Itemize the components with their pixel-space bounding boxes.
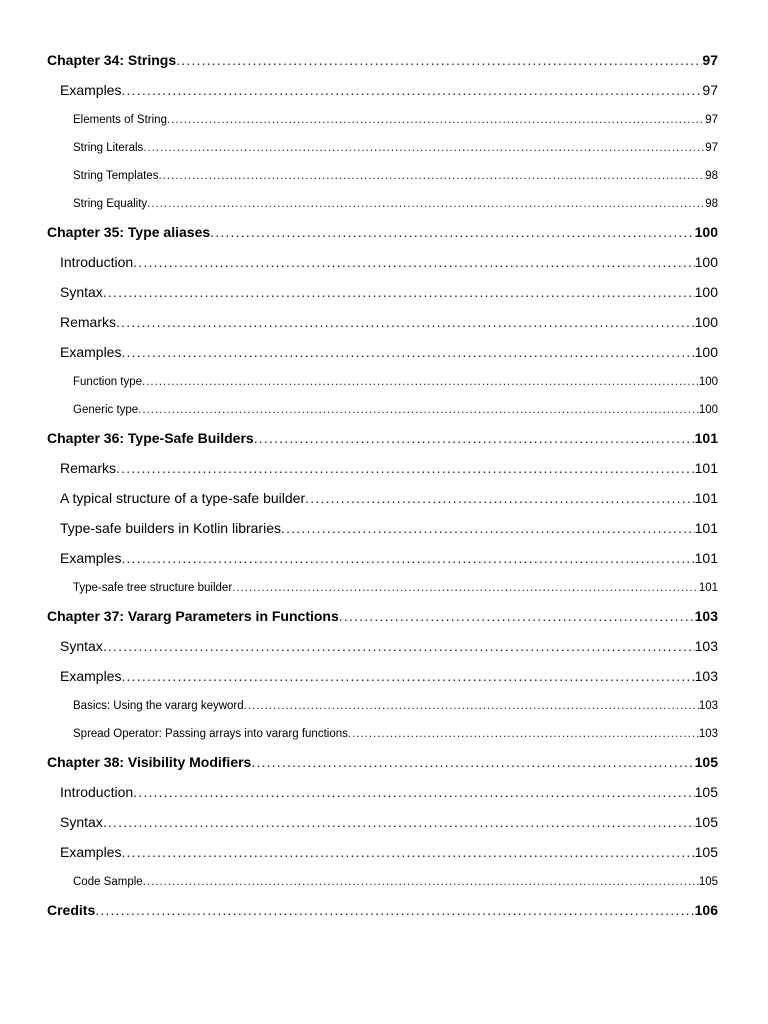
toc-chapter-entry[interactable] <box>47 602 718 632</box>
toc-dot-leader <box>103 808 695 836</box>
toc-page-number: 105 <box>694 814 718 830</box>
toc-entry-title: Type-safe builders in Kotlin libraries <box>60 520 281 536</box>
toc-subsection-entry[interactable] <box>47 134 718 162</box>
toc-page-number: 105 <box>694 754 718 770</box>
toc-entry-title: Chapter 37: Vararg Parameters in Functions <box>47 608 339 624</box>
toc-subsection-entry[interactable] <box>47 162 718 190</box>
toc-entry-title: Spread Operator: Passing arrays into vararg functions <box>73 728 348 740</box>
toc-page-number: 103 <box>694 608 718 624</box>
toc-entry-title: Chapter 36: Type-Safe Builders <box>47 430 254 446</box>
toc-entry-title: Generic type <box>73 404 139 416</box>
toc-page-number: 103 <box>694 668 718 684</box>
table-of-contents <box>47 46 718 926</box>
toc-page-number: 105 <box>694 844 718 860</box>
toc-entry-title: A typical structure of a type-safe builder <box>60 490 306 506</box>
toc-page-number: 101 <box>694 460 718 476</box>
toc-entry-title: Chapter 38: Visibility Modifiers <box>47 754 252 770</box>
toc-dot-leader <box>121 544 694 572</box>
toc-section-entry[interactable] <box>47 308 718 338</box>
toc-dot-leader <box>348 720 699 748</box>
toc-section-entry[interactable] <box>47 838 718 868</box>
toc-entry-title: Chapter 35: Type aliases <box>47 224 211 240</box>
toc-subsection-entry[interactable] <box>47 720 718 748</box>
toc-dot-leader <box>254 424 695 452</box>
toc-dot-leader <box>103 632 695 660</box>
toc-chapter-entry[interactable] <box>47 424 718 454</box>
toc-section-entry[interactable] <box>47 632 718 662</box>
toc-section-entry[interactable] <box>47 778 718 808</box>
toc-page-number: 97 <box>702 52 718 68</box>
toc-page-number: 100 <box>694 314 718 330</box>
toc-entry-title: String Templates <box>73 170 159 182</box>
toc-page-number: 101 <box>694 520 718 536</box>
toc-dot-leader <box>121 76 702 104</box>
toc-chapter-entry[interactable] <box>47 46 718 76</box>
toc-page-number: 101 <box>694 490 718 506</box>
toc-page-number: 106 <box>694 902 718 918</box>
toc-dot-leader <box>121 838 694 866</box>
toc-dot-leader <box>121 662 694 690</box>
toc-chapter-entry[interactable] <box>47 218 718 248</box>
toc-dot-leader <box>210 218 694 246</box>
toc-entry-title: Examples <box>60 82 122 98</box>
toc-section-entry[interactable] <box>47 454 718 484</box>
toc-page-number: 100 <box>698 404 718 416</box>
toc-dot-leader <box>339 602 695 630</box>
toc-dot-leader <box>95 896 694 924</box>
toc-entry-title: Syntax <box>60 814 103 830</box>
toc-subsection-entry[interactable] <box>47 368 718 396</box>
toc-page-number: 98 <box>705 170 718 182</box>
toc-page-number: 101 <box>694 430 718 446</box>
toc-dot-leader <box>176 46 702 74</box>
toc-section-entry[interactable] <box>47 338 718 368</box>
toc-section-entry[interactable] <box>47 76 718 106</box>
toc-dot-leader <box>244 692 699 720</box>
toc-page-number: 97 <box>705 142 718 154</box>
toc-entry-title: Syntax <box>60 638 103 654</box>
toc-dot-leader <box>121 338 694 366</box>
toc-dot-leader <box>281 514 695 542</box>
toc-entry-title: Introduction <box>60 784 134 800</box>
toc-chapter-entry[interactable] <box>47 748 718 778</box>
toc-page-number: 101 <box>694 550 718 566</box>
toc-dot-leader <box>133 778 694 806</box>
toc-entry-title: Basics: Using the vararg keyword <box>73 700 244 712</box>
toc-page-number: 100 <box>698 376 718 388</box>
toc-section-entry[interactable] <box>47 808 718 838</box>
toc-entry-title: Examples <box>60 668 122 684</box>
toc-page-number: 100 <box>694 224 718 240</box>
toc-subsection-entry[interactable] <box>47 868 718 896</box>
toc-subsection-entry[interactable] <box>47 396 718 424</box>
toc-dot-leader <box>138 396 699 424</box>
toc-entry-title: Remarks <box>60 314 117 330</box>
toc-entry-title: Examples <box>60 344 122 360</box>
toc-chapter-entry[interactable] <box>47 896 718 926</box>
toc-entry-title: String Equality <box>73 198 148 210</box>
toc-dot-leader <box>116 454 695 482</box>
toc-entry-title: Type-safe tree structure builder <box>73 582 233 594</box>
toc-entry-title: Chapter 34: Strings <box>47 52 177 68</box>
toc-dot-leader <box>305 484 695 512</box>
toc-subsection-entry[interactable] <box>47 190 718 218</box>
toc-page-number: 101 <box>698 582 718 594</box>
toc-page-number: 97 <box>702 82 718 98</box>
toc-section-entry[interactable] <box>47 484 718 514</box>
toc-dot-leader <box>116 308 695 336</box>
toc-section-entry[interactable] <box>47 544 718 574</box>
toc-dot-leader <box>133 248 694 276</box>
toc-dot-leader <box>142 368 699 396</box>
toc-section-entry[interactable] <box>47 278 718 308</box>
toc-section-entry[interactable] <box>47 248 718 278</box>
toc-entry-title: Syntax <box>60 284 103 300</box>
toc-page-number: 105 <box>694 784 718 800</box>
toc-dot-leader <box>158 162 705 190</box>
toc-page-number: 103 <box>694 638 718 654</box>
toc-entry-title: Remarks <box>60 460 117 476</box>
toc-entry-title: Elements of String <box>73 114 167 126</box>
toc-section-entry[interactable] <box>47 662 718 692</box>
toc-page-number: 103 <box>698 700 718 712</box>
toc-entry-title: Code Sample <box>73 876 143 888</box>
toc-dot-leader <box>143 868 699 896</box>
toc-dot-leader <box>251 748 694 776</box>
toc-dot-leader <box>103 278 695 306</box>
toc-page-number: 105 <box>698 876 718 888</box>
toc-dot-leader <box>232 574 699 602</box>
toc-dot-leader <box>143 134 705 162</box>
toc-page-number: 100 <box>694 254 718 270</box>
toc-subsection-entry[interactable] <box>47 692 718 720</box>
toc-page-number: 97 <box>705 114 718 126</box>
toc-page-number: 98 <box>705 198 718 210</box>
toc-page-number: 100 <box>694 344 718 360</box>
toc-entry-title: Examples <box>60 550 122 566</box>
toc-entry-title: Function type <box>73 376 143 388</box>
toc-dot-leader <box>147 190 705 218</box>
toc-page-number: 100 <box>694 284 718 300</box>
toc-page-number: 103 <box>698 728 718 740</box>
toc-entry-title: Credits <box>47 902 96 918</box>
toc-dot-leader <box>167 106 705 134</box>
toc-entry-title: Introduction <box>60 254 134 270</box>
toc-subsection-entry[interactable] <box>47 574 718 602</box>
toc-section-entry[interactable] <box>47 514 718 544</box>
toc-subsection-entry[interactable] <box>47 106 718 134</box>
toc-entry-title: Examples <box>60 844 122 860</box>
toc-entry-title: String Literals <box>73 142 144 154</box>
